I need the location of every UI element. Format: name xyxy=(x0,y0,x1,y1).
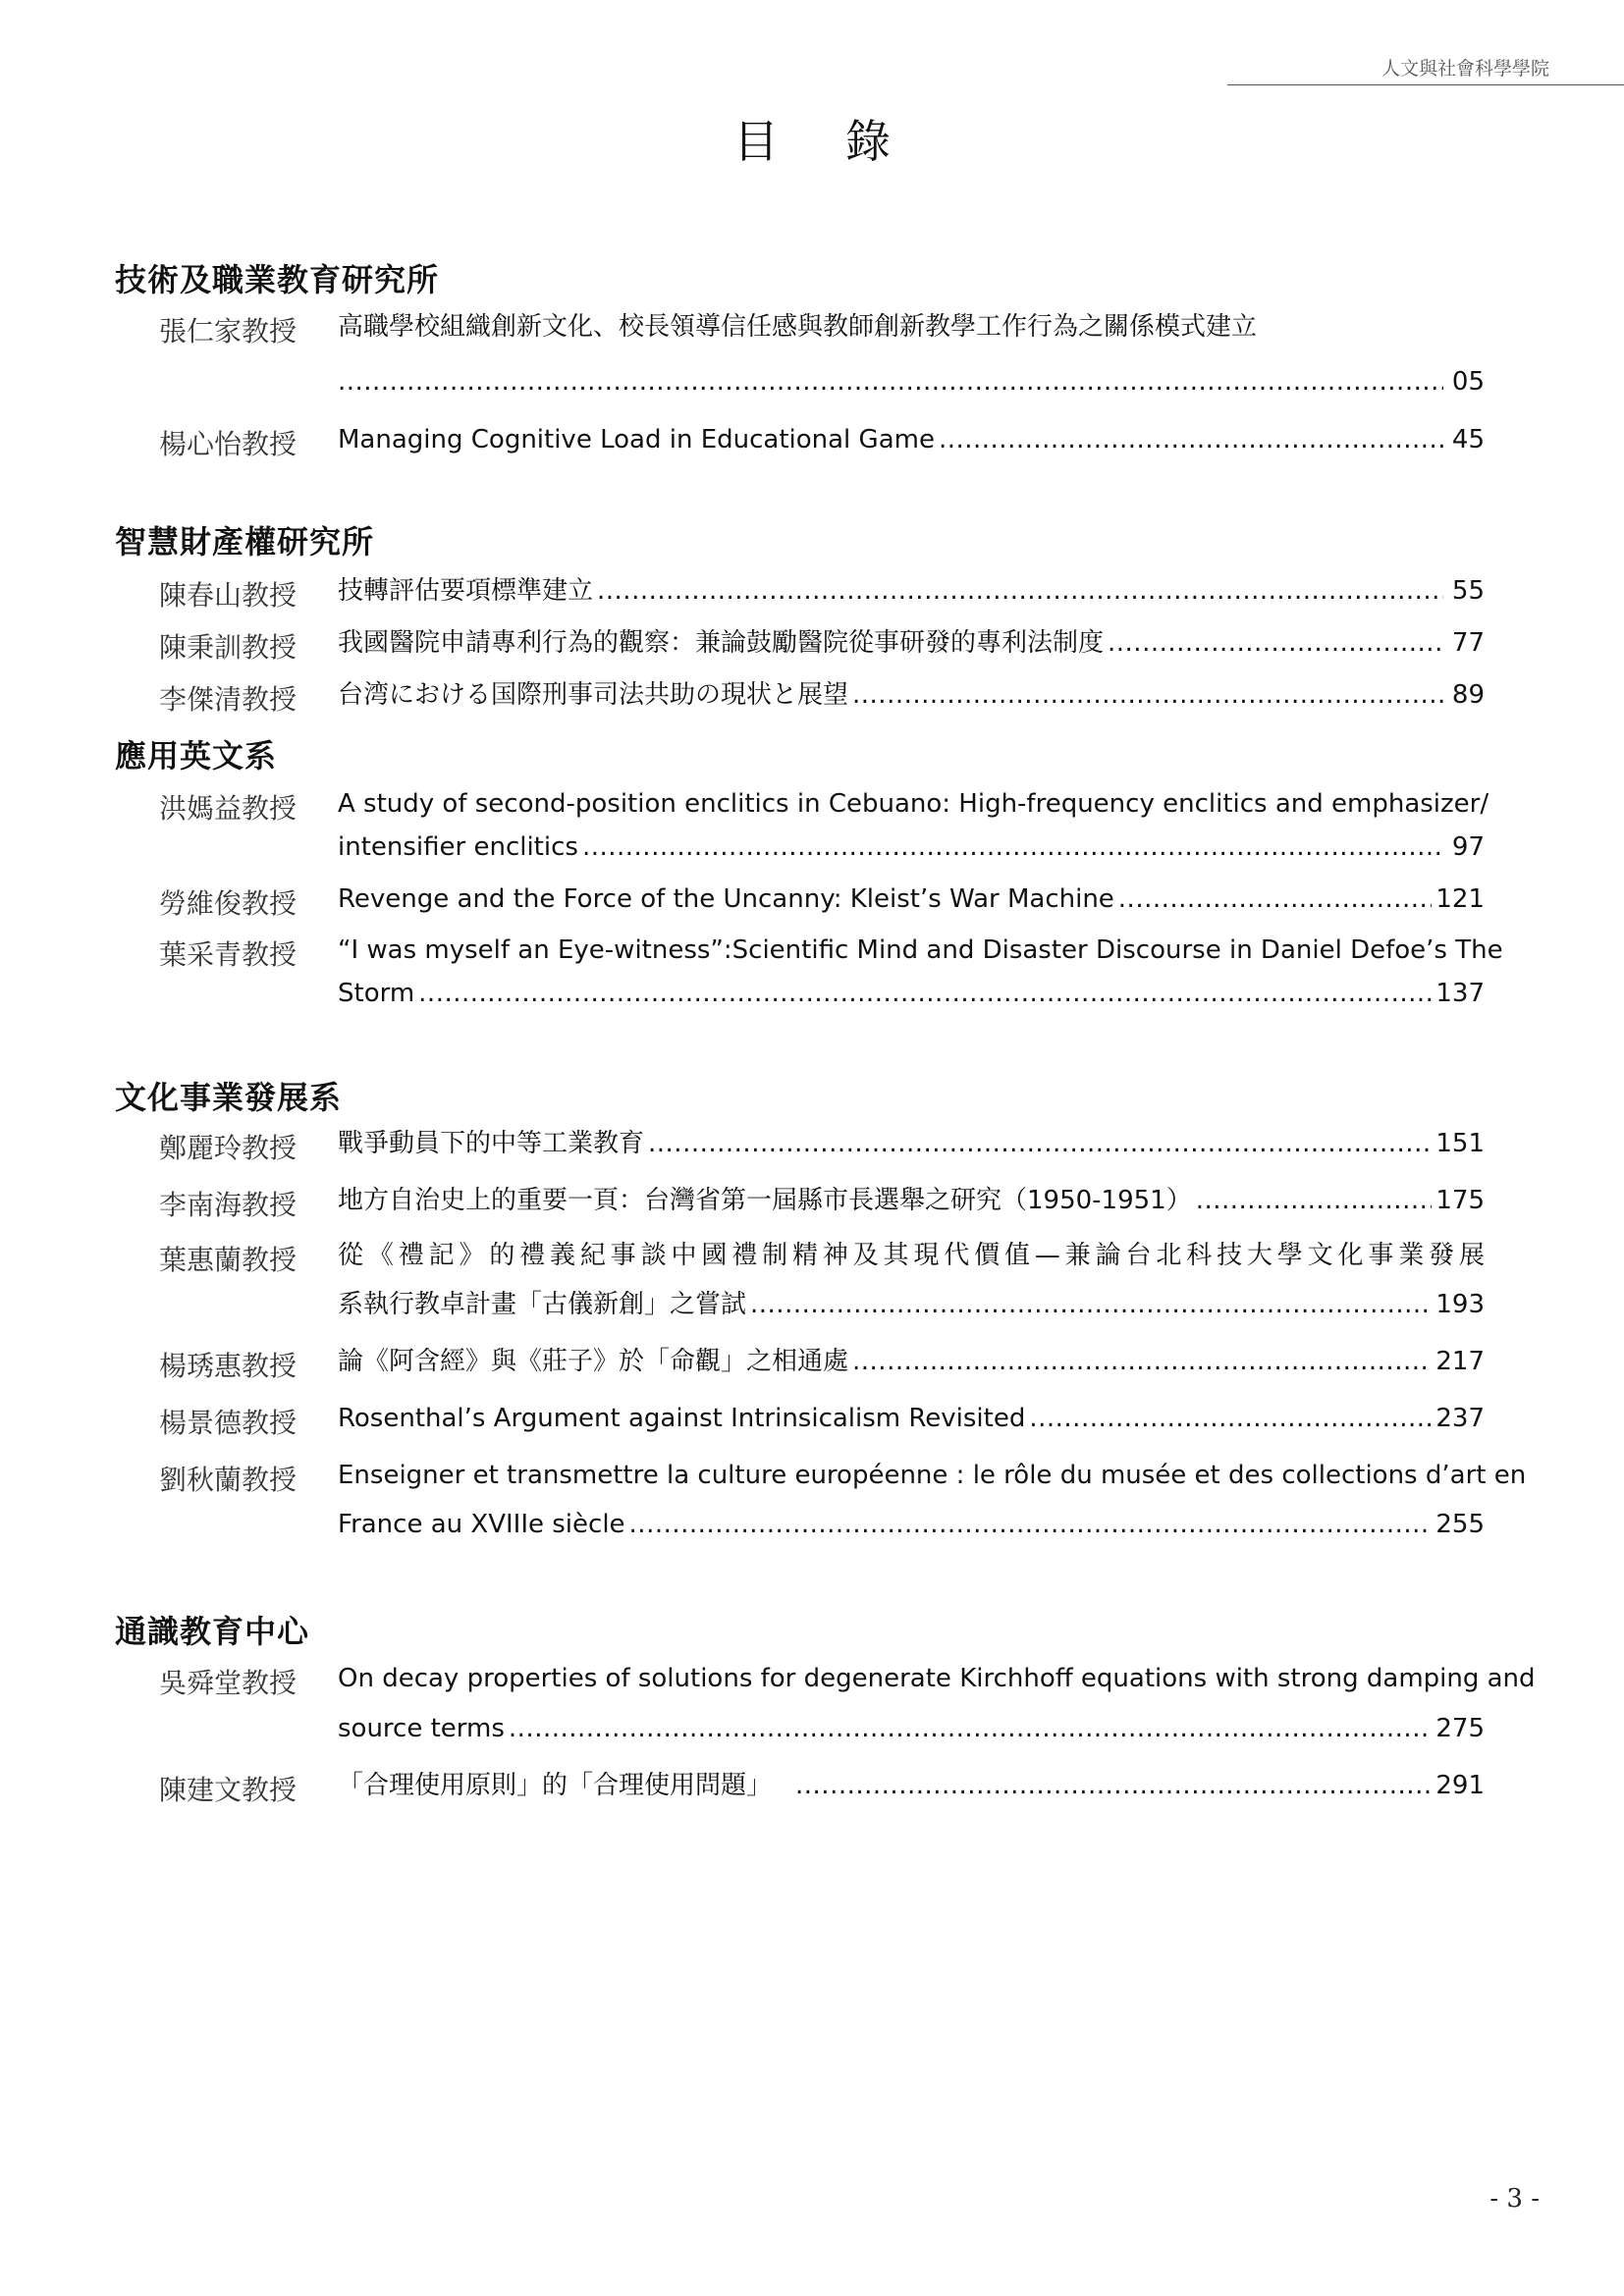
leader-dots xyxy=(338,365,1443,399)
leader-dots xyxy=(939,423,1443,456)
entry-title: 論《阿含經》與《莊子》於「命觀」之相通處 xyxy=(338,1347,849,1376)
entry-title-line xyxy=(338,787,1489,821)
entry-title: Enseigner et transmettre la culture européenne : le rôle du musée et des collections d’art en xyxy=(338,1461,1527,1490)
entry-title-line xyxy=(338,882,1485,916)
entry-author: 陳春山教授 xyxy=(159,579,298,612)
leader-dots xyxy=(852,678,1443,712)
entry-title-continued: source terms xyxy=(338,1714,505,1743)
entry-author: 劉秋蘭教授 xyxy=(159,1464,298,1496)
entry-author: 楊心怡教授 xyxy=(159,428,298,460)
leader-dots xyxy=(795,1769,1432,1802)
running-header: 人文與社會科學學院 xyxy=(1380,58,1549,80)
entry-page: 97 xyxy=(1451,832,1485,862)
entry-author: 李南海教授 xyxy=(159,1189,298,1221)
entry-title-line xyxy=(338,1288,1485,1321)
section-heading: 智慧財產權研究所 xyxy=(115,523,375,561)
entry-title: 技轉評估要項標準建立 xyxy=(338,576,594,606)
entry-page: 193 xyxy=(1435,1290,1485,1319)
leader-dots xyxy=(648,1127,1432,1160)
section-heading: 通識教育中心 xyxy=(115,1613,310,1650)
entry-author: 勞維俊教授 xyxy=(159,887,298,920)
leader-dots xyxy=(1108,626,1443,660)
entry-page: 121 xyxy=(1435,884,1485,914)
entry-page: 291 xyxy=(1435,1771,1485,1800)
entry-author: 洪媽益教授 xyxy=(159,792,298,825)
entry-title: Rosenthal’s Argument against Intrinsicalism Revisited xyxy=(338,1404,1026,1433)
section-heading: 技術及職業教育研究所 xyxy=(115,261,440,298)
leader-dots xyxy=(582,830,1443,864)
entry-title-continued: intensifier enclitics xyxy=(338,832,578,862)
entry-title-line xyxy=(338,310,1485,344)
entry-page: 151 xyxy=(1435,1129,1485,1158)
leader-dots xyxy=(597,574,1443,608)
entry-page: 55 xyxy=(1451,576,1485,606)
entry-author: 楊景德教授 xyxy=(159,1407,298,1439)
leader-dots xyxy=(750,1288,1432,1321)
entry-title: 從《禮記》的禮義紀事談中國禮制精神及其現代價值—兼論台北科技大學文化事業發展 xyxy=(338,1241,1485,1270)
entry-title: 地方自治史上的重要一頁：台灣省第一屆縣市長選舉之研究（1950-1951） xyxy=(338,1186,1192,1215)
entry-title: On decay properties of solutions for degenerate Kirchhoff equations with strong damping and xyxy=(338,1664,1536,1693)
page-number: - 3 - xyxy=(1489,2184,1540,2214)
entry-page: 237 xyxy=(1435,1404,1485,1433)
entry-author: 葉惠蘭教授 xyxy=(159,1244,298,1276)
leader-dots xyxy=(1196,1184,1433,1217)
leader-dots xyxy=(1029,1402,1432,1435)
entry-title-line xyxy=(338,574,1485,608)
leader-dots xyxy=(509,1712,1432,1745)
entry-title: 台湾における国際刑事司法共助の現状と展望 xyxy=(338,680,849,710)
entry-title-continued: Storm xyxy=(338,979,415,1008)
entry-author: 楊琇惠教授 xyxy=(159,1350,298,1382)
entry-title: 我國醫院申請專利行為的觀察：兼論鼓勵醫院從事研發的專利法制度 xyxy=(338,628,1105,658)
entry-title-line xyxy=(338,1184,1485,1217)
entry-title-line xyxy=(338,1712,1485,1745)
entry-title-continued: 系執行教卓計畫「古儀新創」之嘗試 xyxy=(338,1290,747,1319)
entry-author: 陳建文教授 xyxy=(159,1774,298,1806)
entry-leader-line xyxy=(338,365,1485,399)
entry-title-line xyxy=(338,1402,1485,1435)
entry-author: 李傑清教授 xyxy=(159,683,298,716)
entry-title-line xyxy=(338,1662,1536,1695)
entry-title: A study of second-position enclitics in Cebuano: High-frequency enclitics and emphasizer/ xyxy=(338,789,1489,819)
entry-title-line xyxy=(338,1459,1527,1492)
entry-page: 77 xyxy=(1451,628,1485,658)
entry-title-line xyxy=(338,678,1485,712)
entry-author: 張仁家教授 xyxy=(159,315,298,347)
entry-title: 「合理使用原則」的「合理使用問題」 xyxy=(338,1771,773,1800)
entry-title: Revenge and the Force of the Uncanny: Kleist’s War Machine xyxy=(338,884,1114,914)
entry-title-line xyxy=(338,423,1485,456)
entry-page: 137 xyxy=(1435,979,1485,1008)
entry-title-line xyxy=(338,934,1503,967)
entry-page: 05 xyxy=(1451,367,1485,397)
entry-page: 217 xyxy=(1435,1347,1485,1376)
entry-title: 高職學校組織創新文化、校長領導信任感與教師創新教學工作行為之關係模式建立 xyxy=(338,312,1258,342)
entry-title-continued: France au XVIIIe siècle xyxy=(338,1510,625,1539)
entry-title-line xyxy=(338,1345,1485,1378)
entry-title-line xyxy=(338,1769,1485,1802)
leader-dots xyxy=(1118,882,1433,916)
entry-title-line xyxy=(338,830,1485,864)
entry-title-line xyxy=(338,1239,1485,1272)
section-heading: 應用英文系 xyxy=(115,737,278,774)
header-rule xyxy=(1227,84,1624,85)
entry-page: 275 xyxy=(1435,1714,1485,1743)
entry-author: 葉采青教授 xyxy=(159,938,298,971)
section-heading: 文化事業發展系 xyxy=(115,1079,343,1116)
entry-title-line xyxy=(338,1127,1485,1160)
entry-author: 陳秉訓教授 xyxy=(159,631,298,664)
entry-page: 89 xyxy=(1451,680,1485,710)
entry-page: 45 xyxy=(1451,425,1485,454)
leader-dots xyxy=(418,977,1432,1010)
entry-title-line xyxy=(338,977,1485,1010)
entry-author: 吳舜堂教授 xyxy=(159,1667,298,1699)
entry-title: Managing Cognitive Load in Educational Game xyxy=(338,425,935,454)
entry-page: 255 xyxy=(1435,1510,1485,1539)
entry-title: “I was myself an Eye-witness”:Scientific Mind and Disaster Discourse in Daniel Defoe’s The xyxy=(338,935,1503,965)
entry-author: 鄭麗玲教授 xyxy=(159,1132,298,1164)
entry-title-line xyxy=(338,1508,1485,1541)
leader-dots xyxy=(629,1508,1433,1541)
page-title: 目錄 xyxy=(733,115,957,168)
entry-title-line xyxy=(338,626,1485,660)
leader-dots xyxy=(852,1345,1432,1378)
entry-page: 175 xyxy=(1435,1186,1485,1215)
entry-title: 戰爭動員下的中等工業教育 xyxy=(338,1129,645,1158)
